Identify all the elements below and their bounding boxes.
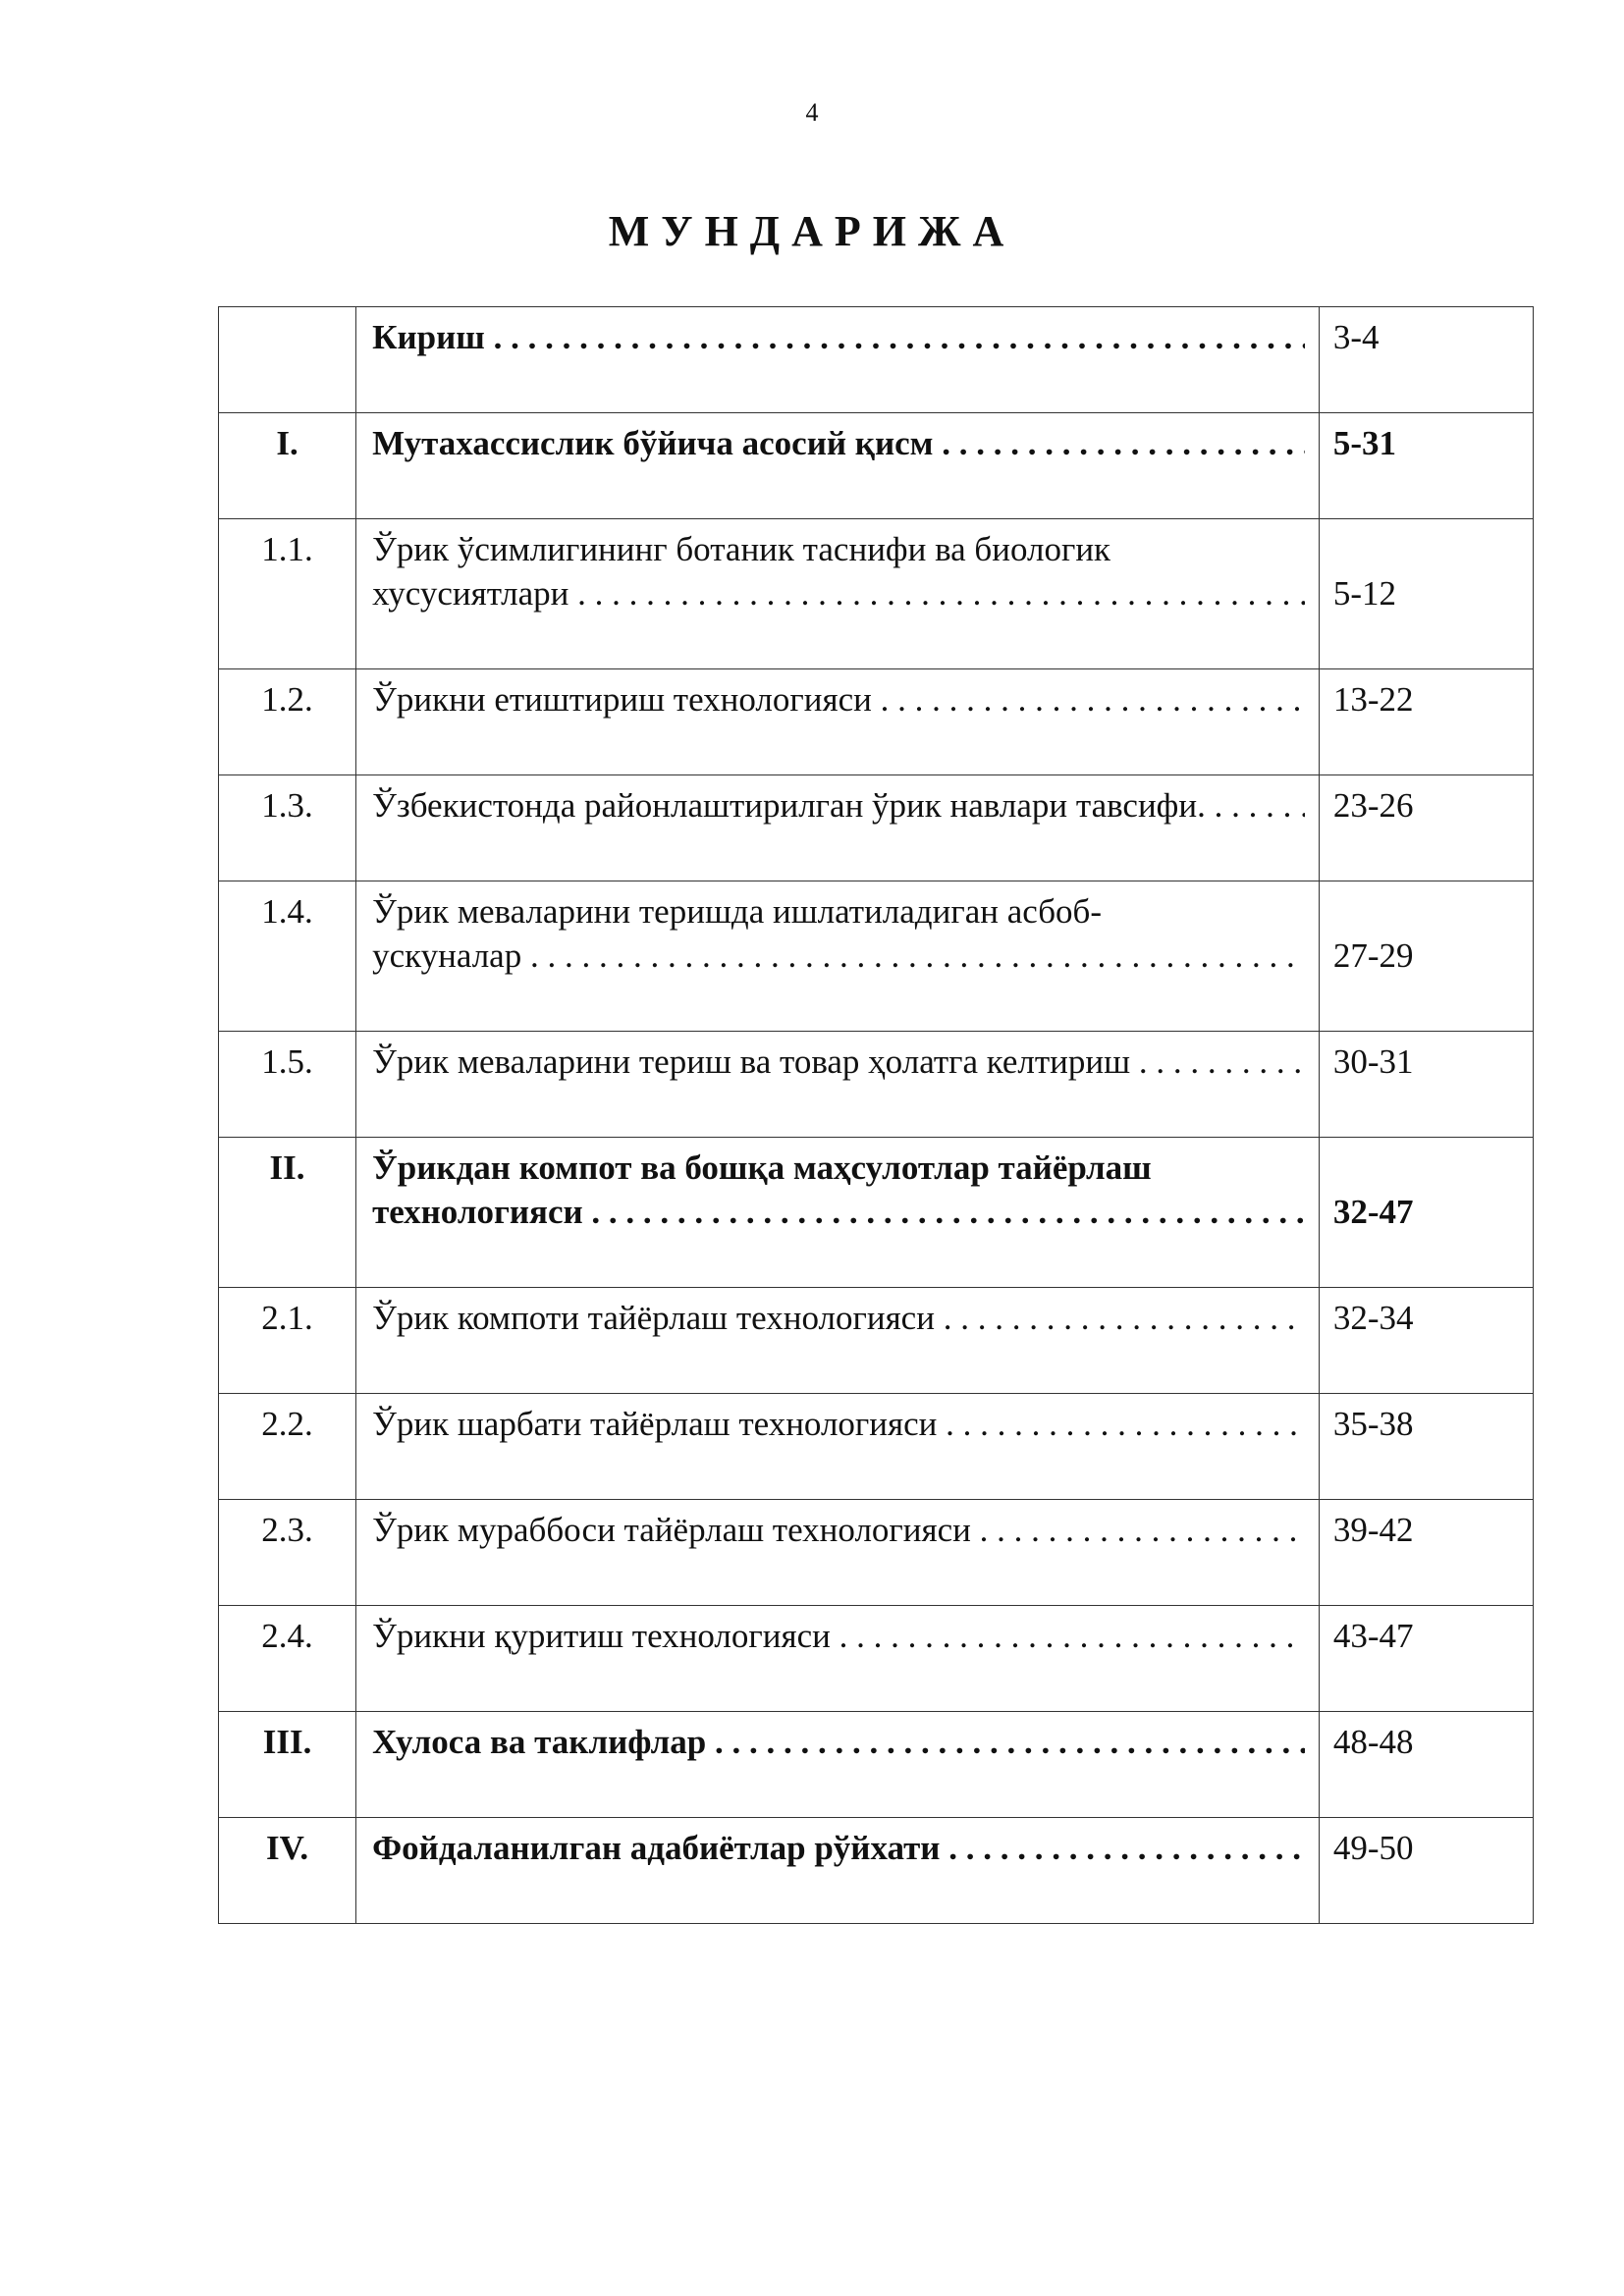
toc-page-range-cell (1319, 1394, 1533, 1500)
toc-section-title-cell (356, 669, 1320, 775)
toc-section-title: Кириш . . . (372, 315, 1305, 359)
toc-section-number: 2.4. (219, 1606, 356, 1712)
toc-row (219, 1138, 1534, 1288)
toc-row (219, 881, 1534, 1032)
toc-section-title-cell (356, 1712, 1320, 1818)
toc-section-number: 1.4. (219, 881, 356, 1032)
toc-section-title-line1: Ўрик ўсимлигининг ботаник таснифи ва биологик (372, 530, 1111, 568)
toc-section-title: Ўрикни етиштириш технологияси . . . (372, 677, 1305, 721)
toc-row (219, 307, 1534, 413)
toc-page-range: 23-26 (1332, 786, 1414, 825)
toc-section-title: Фойдаланилган адабиётлар рўйхати . . . (372, 1826, 1305, 1870)
toc-page-range-cell (1319, 1138, 1533, 1288)
toc-page-range-cell (1319, 307, 1533, 413)
toc-section-title-cell (356, 1500, 1320, 1606)
toc-page-range-cell (1319, 1818, 1533, 1924)
toc-page-range: 43-47 (1332, 1617, 1414, 1655)
toc-section-number: IV. (219, 1818, 356, 1924)
toc-page-range-cell (1319, 1288, 1533, 1394)
page-number: 4 (805, 98, 819, 127)
toc-section-number: 1.5. (219, 1032, 356, 1138)
toc-page-range: 5-12 (1332, 574, 1396, 613)
toc-section-title: Хулоса ва таклифлар . . . (372, 1720, 1305, 1764)
toc-section-title-cell (356, 1032, 1320, 1138)
toc-row (219, 1288, 1534, 1394)
toc-section-number: III. (219, 1712, 356, 1818)
toc-page-range: 5-31 (1332, 424, 1396, 462)
table-of-contents (218, 306, 1534, 1924)
toc-section-title-cell (356, 307, 1320, 413)
toc-section-title-cell (356, 1288, 1320, 1394)
toc-row (219, 1606, 1534, 1712)
toc-section-number: 1.2. (219, 669, 356, 775)
toc-section-title-cell (356, 519, 1320, 669)
toc-section-number: 2.2. (219, 1394, 356, 1500)
toc-row (219, 413, 1534, 519)
toc-page-range: 32-34 (1332, 1299, 1414, 1337)
toc-row (219, 1394, 1534, 1500)
toc-section-number: 2.3. (219, 1500, 356, 1606)
toc-page-range-cell (1319, 775, 1533, 881)
toc-page-range-cell (1319, 1606, 1533, 1712)
toc-section-title: Ўзбекистонда районлаштирилган ўрик навлари тавсифи. . . . (372, 783, 1305, 828)
toc-page-range-cell (1319, 1712, 1533, 1818)
toc-section-number: 1.3. (219, 775, 356, 881)
toc-section-title-cell (356, 775, 1320, 881)
toc-section-title-cell (356, 413, 1320, 519)
toc-section-title: технологияси . . . (372, 1190, 1305, 1234)
toc-row (219, 669, 1534, 775)
toc-section-title: хусусиятлари . . . (372, 571, 1305, 615)
toc-page-range-cell (1319, 1500, 1533, 1606)
toc-section-title: Ўрик мураббоси тайёрлаш технологияси . . . (372, 1508, 1305, 1552)
toc-row (219, 519, 1534, 669)
toc-section-number: II. (219, 1138, 356, 1288)
toc-row (219, 1712, 1534, 1818)
toc-page-range-cell (1319, 413, 1533, 519)
toc-page-range-cell (1319, 1032, 1533, 1138)
toc-page-range: 3-4 (1332, 318, 1380, 356)
toc-page-range: 49-50 (1332, 1829, 1414, 1867)
toc-page-range: 13-22 (1332, 680, 1414, 719)
toc-section-number (219, 307, 356, 413)
toc-section-title: ускуналар . . . (372, 934, 1305, 978)
toc-page-range-cell (1319, 519, 1533, 669)
toc-page-range: 35-38 (1332, 1405, 1414, 1443)
toc-section-title: Ўрик компоти тайёрлаш технологияси . . . (372, 1296, 1305, 1340)
toc-page-range: 32-47 (1332, 1193, 1414, 1231)
toc-section-number: 2.1. (219, 1288, 356, 1394)
toc-page-range: 27-29 (1332, 936, 1414, 975)
toc-section-title-cell (356, 1394, 1320, 1500)
toc-section-number: I. (219, 413, 356, 519)
toc-page-range: 48-48 (1332, 1723, 1414, 1761)
toc-page-range: 39-42 (1332, 1511, 1414, 1549)
toc-section-title-line1: Ўрикдан компот ва бошқа маҳсулотлар тайёрлаш (372, 1148, 1152, 1187)
toc-page-range: 30-31 (1332, 1042, 1414, 1081)
toc-section-title-cell (356, 881, 1320, 1032)
toc-row (219, 1032, 1534, 1138)
toc-section-title-line1: Ўрик меваларини теришда ишлатиладиган асбоб- (372, 892, 1102, 931)
toc-row (219, 1500, 1534, 1606)
toc-section-number: 1.1. (219, 519, 356, 669)
toc-row (219, 1818, 1534, 1924)
toc-section-title: Мутахассислик бўйича асосий қисм . . . (372, 421, 1305, 465)
page-title: МУНДАРИЖА (608, 207, 1016, 255)
toc-section-title-cell (356, 1138, 1320, 1288)
toc-section-title: Ўрик шарбати тайёрлаш технологияси . . . (372, 1402, 1305, 1446)
toc-page-range-cell (1319, 669, 1533, 775)
toc-page-range-cell (1319, 881, 1533, 1032)
toc-section-title-cell (356, 1606, 1320, 1712)
toc-section-title: Ўрик меваларини териш ва товар ҳолатга келтириш . . . (372, 1040, 1305, 1084)
toc-row (219, 775, 1534, 881)
toc-section-title: Ўрикни қуритиш технологияси . . . (372, 1614, 1305, 1658)
toc-section-title-cell (356, 1818, 1320, 1924)
